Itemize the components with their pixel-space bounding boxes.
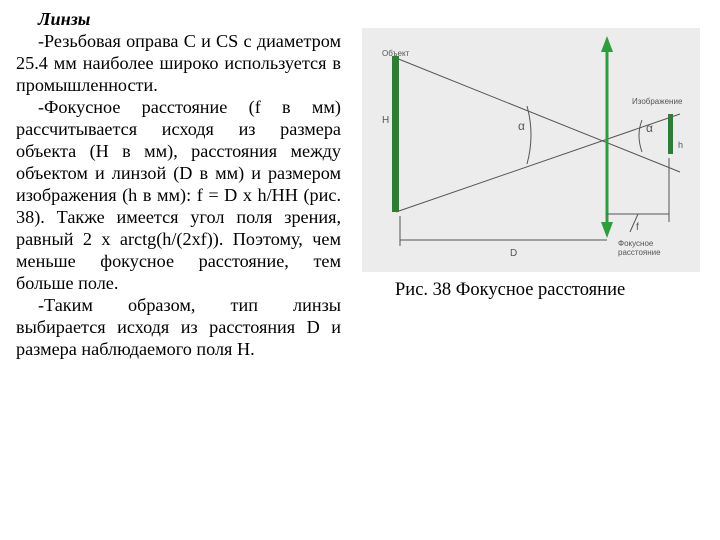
alpha-right-label: α bbox=[646, 121, 653, 135]
image-label: Изображение bbox=[632, 97, 683, 106]
figure-caption: Рис. 38 Фокусное расстояние bbox=[395, 280, 626, 300]
focal-label-line2: расстояние bbox=[618, 248, 661, 257]
focal-label-line1: Фокусное bbox=[618, 239, 654, 248]
object-bar bbox=[392, 56, 399, 212]
paragraph-3: -Таким образом, тип линзы выбирается исходя из расстояния D и размера наблюдаемого поля H. bbox=[16, 295, 341, 359]
h-image-label: h bbox=[678, 140, 684, 150]
h-object-label: H bbox=[382, 115, 390, 126]
object-label: Объект bbox=[382, 49, 410, 58]
alpha-arc-right bbox=[639, 120, 642, 152]
lens-arrow-bottom bbox=[601, 222, 613, 238]
paragraph-1: -Резьбовая оправа С и CS с диаметром 25.4 мм наиболее широко используется в промышленности. bbox=[16, 31, 341, 95]
lens-arrow-top bbox=[601, 36, 613, 52]
ray-top bbox=[396, 58, 680, 172]
alpha-left-label: α bbox=[518, 119, 525, 133]
diagram-svg bbox=[362, 28, 700, 272]
image-bar bbox=[668, 114, 673, 154]
alpha-arc-left bbox=[527, 106, 531, 164]
text-column bbox=[16, 8, 341, 360]
ray-bottom bbox=[396, 114, 680, 212]
paragraph-2: -Фокусное расстояние (f в мм) рассчитывается исходя из размера объекта (H в мм), расстояния между объектом и линзой (D в мм) и размером изображения (h в мм): f = D x h/HH (рис. 38). Также имеется угол поля зрения, равный 2 x arctg(h/(2xf)). Поэтому, чем меньше фокусное расстояние, тем больше поле. bbox=[16, 97, 341, 293]
f-label: f bbox=[636, 222, 639, 233]
heading: Линзы bbox=[38, 9, 91, 29]
d-label: D bbox=[510, 248, 518, 259]
focal-length-diagram bbox=[362, 28, 700, 272]
